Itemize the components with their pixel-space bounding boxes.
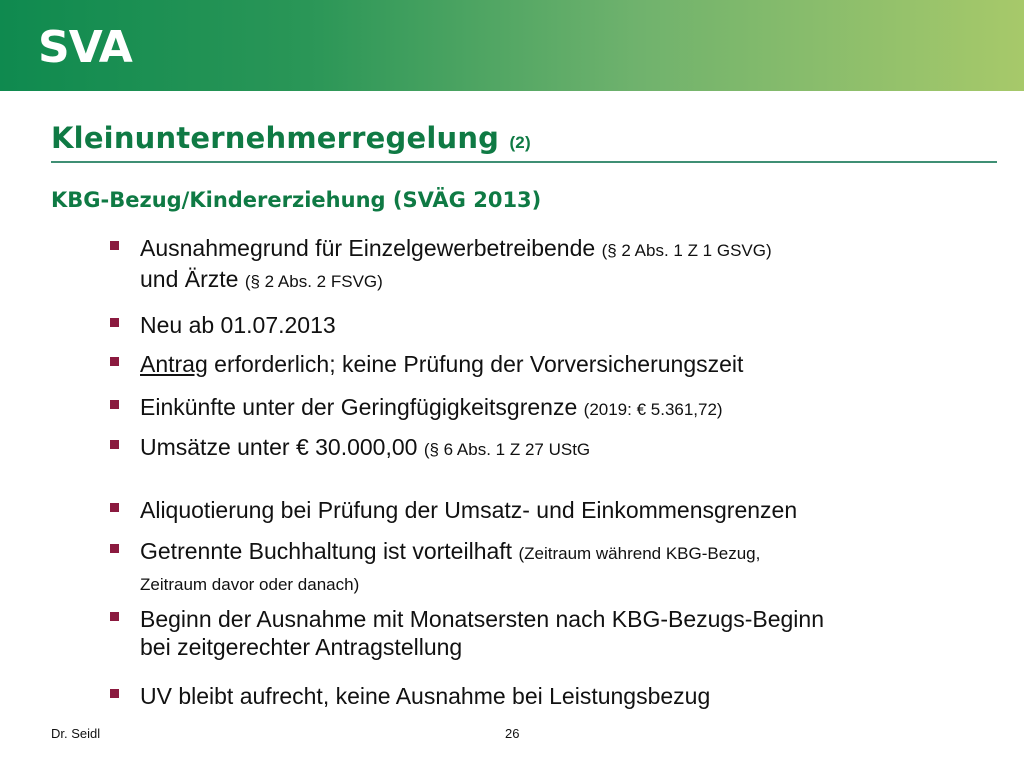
bullet-item	[140, 433, 1000, 464]
bullet-text: Einkünfte unter der Geringfügigkeitsgrenze	[140, 394, 578, 420]
bullet-item	[140, 496, 1000, 524]
bullet-note: (2019: € 5.361,72)	[583, 400, 723, 419]
bullet-item	[140, 350, 1000, 378]
section-subtitle: KBG-Bezug/Kindererziehung (SVÄG 2013)	[51, 188, 542, 212]
bullet-item	[140, 537, 1000, 599]
bullet-text: Umsätze unter € 30.000,00	[140, 434, 418, 460]
bullet-note: Zeitraum davor oder danach)	[140, 575, 360, 594]
bullet-note: (§ 2 Abs. 1 Z 1 GSVG)	[601, 241, 772, 260]
bullet-text: UV bleibt aufrecht, keine Ausnahme bei Leistungsbezug	[140, 683, 711, 709]
bullet-text: Neu ab 01.07.2013	[140, 312, 336, 338]
bullet-marker-icon	[110, 440, 119, 449]
bullet-marker-icon	[110, 357, 119, 366]
footer-author: Dr. Seidl	[51, 726, 101, 741]
page-number: 26	[505, 726, 520, 741]
bullet-text: bei zeitgerechter Antragstellung	[140, 634, 463, 660]
slide-title-suffix: (2)	[509, 133, 531, 152]
bullet-item	[140, 234, 1000, 296]
slide-title-main: Kleinunternehmerregelung	[51, 121, 500, 155]
bullet-item	[140, 605, 1000, 661]
bullet-note: (§ 2 Abs. 2 FSVG)	[244, 272, 383, 291]
bullet-marker-icon	[110, 612, 119, 621]
bullet-marker-icon	[110, 544, 119, 553]
bullet-marker-icon	[110, 503, 119, 512]
bullet-marker-icon	[110, 400, 119, 409]
bullet-marker-icon	[110, 241, 119, 250]
bullet-item	[140, 311, 1000, 339]
bullet-text: Ausnahmegrund für Einzelgewerbetreibende	[140, 235, 596, 261]
bullet-note: (§ 6 Abs. 1 Z 27 UStG	[423, 440, 591, 459]
bullet-text: Beginn der Ausnahme mit Monatsersten nach KBG-Bezugs-Beginn	[140, 606, 824, 632]
bullet-text-underlined: Antrag	[140, 351, 208, 377]
bullet-item	[140, 393, 1000, 424]
bullet-note: (Zeitraum während KBG-Bezug,	[518, 544, 761, 563]
bullet-text: Getrennte Buchhaltung ist vorteilhaft	[140, 538, 513, 564]
bullet-marker-icon	[110, 318, 119, 327]
bullet-text: erforderlich; keine Prüfung der Vorversicherungszeit	[214, 351, 744, 377]
svg-text:SVA: SVA	[38, 26, 132, 66]
bullet-text: und Ärzte	[140, 266, 239, 292]
bullet-text: Aliquotierung bei Prüfung der Umsatz- und Einkommensgrenzen	[140, 497, 798, 523]
bullet-item	[140, 682, 1000, 710]
bullet-marker-icon	[110, 689, 119, 698]
